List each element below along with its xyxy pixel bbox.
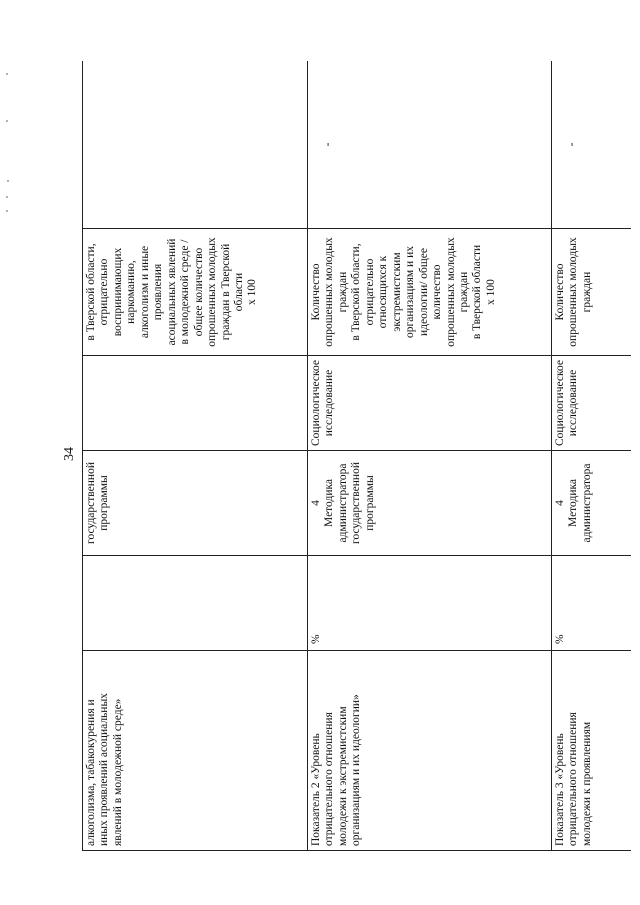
cell-line: алкоголизм и иные xyxy=(138,245,151,339)
cell-line: организациям и их xyxy=(404,246,417,338)
method-cell xyxy=(308,451,552,556)
scan-dot xyxy=(6,210,8,212)
page-number: 34 xyxy=(62,447,77,461)
cell-line: асоциальных явлений xyxy=(165,238,178,346)
scan-dot xyxy=(7,180,9,182)
cell-line: в Тверской области, xyxy=(85,243,97,341)
method-cell xyxy=(83,451,308,556)
cell-line: Социологическое xyxy=(554,360,566,446)
cell-line: общее количество xyxy=(192,247,205,337)
cell-line: государственной xyxy=(85,462,97,544)
cell-line: исследование xyxy=(323,369,336,437)
indicators-table xyxy=(82,61,631,851)
cell-line: воспринимающих xyxy=(111,247,124,337)
cell-line: отрицательно xyxy=(363,258,376,326)
cell-line: отрицательного отношения xyxy=(323,712,336,846)
cell-line: Методика xyxy=(323,479,336,527)
cell-line: относящихся к xyxy=(377,255,390,329)
cell-line: молодежи к экстремистским xyxy=(336,706,349,846)
cell-line: опрошенных молодых xyxy=(206,237,219,347)
source-cell xyxy=(552,356,632,451)
table-row xyxy=(552,61,632,851)
table-row xyxy=(308,61,552,851)
rotated-sheet xyxy=(82,61,631,851)
cell-line: в Тверской области xyxy=(471,244,484,340)
cell-line: Количество xyxy=(554,263,566,321)
indicator-cell xyxy=(83,651,308,851)
cell-line: в Тверской области, xyxy=(350,243,363,341)
cell-line: наркоманию, xyxy=(125,260,138,324)
cell-line: исследование xyxy=(567,369,580,437)
cell-line: администратора xyxy=(336,463,349,543)
cell-line: Количество xyxy=(310,263,322,321)
formula-cell xyxy=(552,229,632,356)
cell-line: Методика xyxy=(567,479,580,527)
cell-line: экстремистским xyxy=(390,252,403,332)
scan-dot xyxy=(6,196,8,198)
cell-line: граждан xyxy=(580,271,593,313)
scan-dot xyxy=(6,73,8,75)
unit-cell xyxy=(83,556,308,651)
source-cell xyxy=(308,356,552,451)
table-region xyxy=(82,61,631,851)
cell-line: области xyxy=(232,272,245,312)
cell-line: идеологии/ общее xyxy=(417,248,430,336)
cell-line: программы xyxy=(363,475,376,531)
cell-line: в молодежной среде / xyxy=(179,239,192,345)
cell-line: иных проявлений асоциальных xyxy=(98,693,111,846)
cell-line: опрошенных молодых xyxy=(444,237,457,347)
cell-line: Показатель 2 «Уровень xyxy=(310,733,322,846)
cell-line: алкоголизма, табакокурения и xyxy=(85,699,97,846)
scan-dot xyxy=(6,120,8,122)
indicator-cell xyxy=(552,651,632,851)
value-cell xyxy=(83,61,308,229)
cell-line: граждан в Тверской xyxy=(219,243,232,341)
source-cell xyxy=(83,356,308,451)
cell-line: отрицательно xyxy=(98,258,111,326)
value-cell: - xyxy=(308,61,552,229)
unit-cell: % xyxy=(552,556,632,651)
cell-line: молодежи к проявлениям xyxy=(580,721,593,846)
cell-line: Социологическое xyxy=(310,360,322,446)
cell-line: граждан xyxy=(336,271,349,313)
cell-line: явлений в молодежной среде» xyxy=(111,698,124,846)
cell-line: опрошенных молодых xyxy=(323,237,336,347)
cell-line: x 100 xyxy=(246,279,259,305)
cell-line: 4 xyxy=(554,500,566,506)
cell-line: 4 xyxy=(310,500,322,506)
cell-line: отрицательного отношения xyxy=(567,712,580,846)
cell-line: организациям и их идеологии» xyxy=(350,694,363,846)
cell-line: граждан xyxy=(457,271,470,313)
cell-line: Показатель 3 «Уровень xyxy=(554,733,566,846)
unit-cell: % xyxy=(308,556,552,651)
indicator-cell xyxy=(308,651,552,851)
formula-cell xyxy=(308,229,552,356)
cell-line: администратора xyxy=(580,463,593,543)
formula-cell xyxy=(83,229,308,356)
table-row xyxy=(83,61,308,851)
cell-line: x 100 xyxy=(484,279,497,305)
cell-line: опрошенных молодых xyxy=(567,237,580,347)
cell-line: государственной xyxy=(350,462,363,544)
cell-line: программы xyxy=(98,475,111,531)
cell-line: количество xyxy=(431,264,444,320)
cell-line: проявления xyxy=(152,263,165,321)
method-cell xyxy=(552,451,632,556)
value-cell: - xyxy=(552,61,632,229)
